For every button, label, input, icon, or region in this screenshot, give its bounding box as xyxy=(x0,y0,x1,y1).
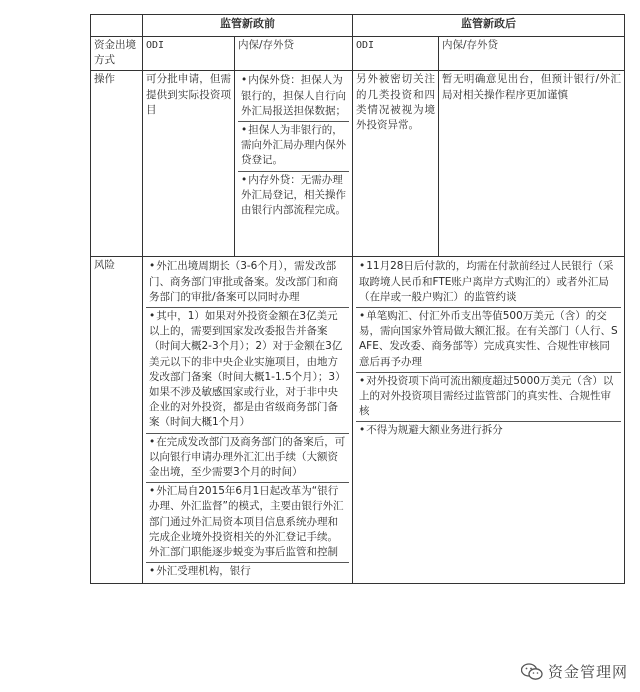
list-item: • 不得为规避大额业务进行拆分 xyxy=(356,421,621,440)
risk-row xyxy=(91,257,625,584)
watermark-text: 资金管理网 xyxy=(547,663,628,681)
group-before-header: 监管新政前 xyxy=(143,15,353,37)
operation-row xyxy=(91,71,625,257)
risk-before-list xyxy=(146,258,349,581)
regulation-comparison-table xyxy=(90,14,625,584)
method-row xyxy=(91,37,625,71)
list-item: • 11月28日后付款的，均需在付款前经过人民银行（采取跨境人民币和FTE账户离岸方式购汇的）或者外汇局（在岸或一般户购汇）的监管约谈 xyxy=(356,258,621,307)
watermark xyxy=(517,659,632,684)
risk-after-list xyxy=(356,258,621,440)
op-loan-before-cell xyxy=(235,71,353,257)
group-after-header: 监管新政后 xyxy=(353,15,625,37)
list-item: • 内存外贷：无需办理外汇局登记，相关操作由银行内部流程完成。 xyxy=(238,171,349,221)
col-header-odi-before: ODI xyxy=(143,37,235,71)
list-item: • 对外投资项下尚可流出额度超过5000万美元（含）以上的对外投资项目需经过监管部门的真实性、合规性审核 xyxy=(356,372,621,422)
document-table-region xyxy=(90,14,624,682)
op-odi-after-cell: 另外被密切关注的几类投资和四类情况被视为境外投资异常。 xyxy=(353,71,439,257)
wechat-logo-icon xyxy=(521,663,543,681)
list-item: • 外汇出境周期长（3-6个月），需发改部门、商务部门审批或备案。发改部门和商务部门的审批/备案可以同时办理 xyxy=(146,258,349,307)
op-odi-before-cell: 可分批申请，但需提供到实际投资项目 xyxy=(143,71,235,257)
list-item: • 担保人为非银行的，需向外汇局办理内保外贷登记。 xyxy=(238,121,349,171)
risk-before-cell xyxy=(143,257,353,584)
row-label-method: 资金出境方式 xyxy=(91,37,143,71)
list-item: • 外汇局自2015年6月1日起改革为“银行办理、外汇监督”的模式，主要由银行外汇部门通过外汇局资本项目信息系统办理和完成企业境外投资相关的外汇登记手续。外汇部门职能逐步蜕变为事后监管和控制 xyxy=(146,482,349,562)
op-loan-after-cell: 暂无明确意见出台，但预计银行/外汇局对相关操作程序更加谨慎 xyxy=(439,71,625,257)
corner-cell xyxy=(91,15,143,37)
op-loan-before-list xyxy=(238,72,349,220)
list-item: • 内保外贷：担保人为银行的，担保人自行向外汇局报送担保数据； xyxy=(238,72,349,121)
list-item: • 其中，1）如果对外投资金额在3亿美元以上的，需要到国家发改委报告并备案（时间大概2-3个月）；2）对于金额在3亿美元以下的非中央企业实施项目，由地方发改部门备案（时间大概1-1.5个月）；3）如果不涉及敏感国家或行业，对于非中央企业的对外投资，都是由省级商务部门备案（时间大概1个月） xyxy=(146,307,349,433)
list-item: • 单笔购汇、付汇外币支出等值500万美元（含）的交易，需向国家外管局做大额汇报。在有关部门（人行、SAFE、发改委、商务部等）完成真实性、合规性审核同意后再予办理 xyxy=(356,307,621,372)
col-header-odi-after: ODI xyxy=(353,37,439,71)
table-header-row xyxy=(91,15,625,37)
risk-after-cell xyxy=(353,257,625,584)
list-item: • 外汇受理机构，银行 xyxy=(146,562,349,581)
col-header-loan-after: 内保/存外贷 xyxy=(439,37,625,71)
col-header-loan-before: 内保/存外贷 xyxy=(235,37,353,71)
list-item: • 在完成发改部门及商务部门的备案后，可以向银行申请办理外汇汇出手续（大额资金出境，至少需要3个月的时间） xyxy=(146,433,349,483)
row-label-risk: 风险 xyxy=(91,257,143,584)
row-label-operation: 操作 xyxy=(91,71,143,257)
